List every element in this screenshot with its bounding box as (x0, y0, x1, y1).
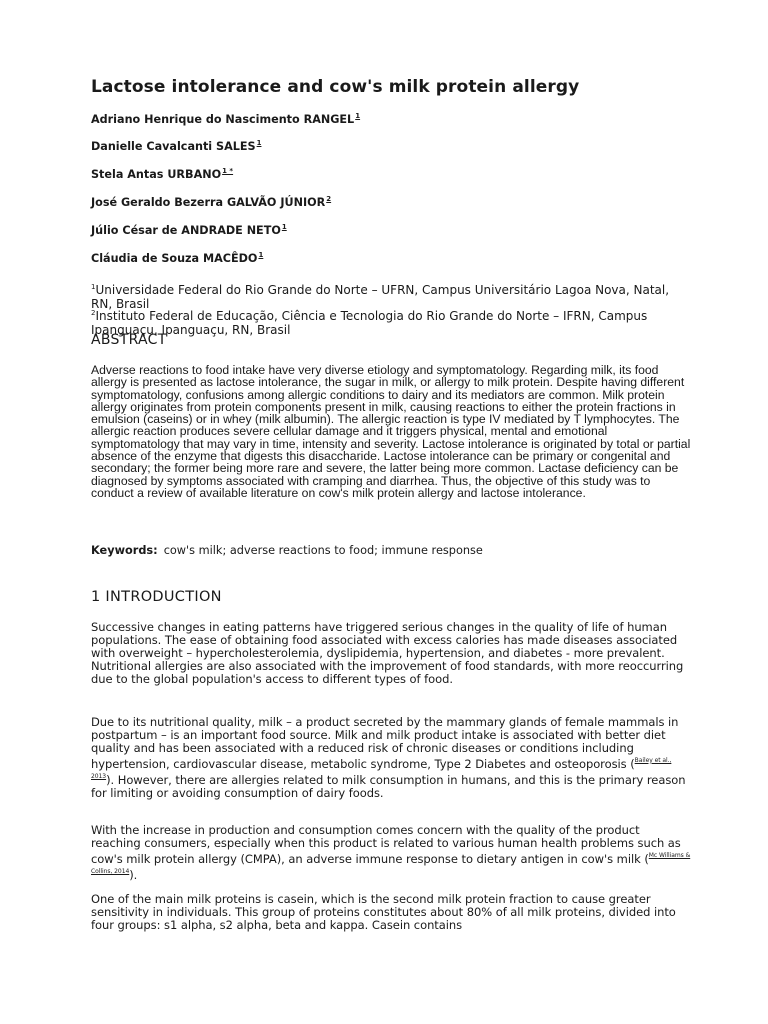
author-name: Júlio César de ANDRADE NETO (91, 224, 281, 237)
keywords-text: cow's milk; adverse reactions to food; immune response (163, 544, 483, 557)
author-name: Adriano Henrique do Nascimento RANGEL (91, 113, 355, 126)
author-5 (91, 223, 287, 237)
author-4 (91, 195, 331, 209)
paper-title: Lactose intolerance and cow's milk protein allergy (91, 77, 580, 97)
author-name: Cláudia de Souza MACÊDO (91, 252, 258, 265)
author-1 (91, 112, 360, 126)
affiliation-text: Instituto Federal de Educação, Ciência e Tecnologia do Rio Grande do Norte – IFRN, Campus Ipanguaçu, Ipanguaçu, RN, Brasil (91, 309, 648, 337)
author-name: Stela Antas URBANO (91, 168, 222, 181)
author-name: José Geraldo Bezerra GALVÃO JÚNIOR (91, 196, 326, 209)
paragraph-text: ). (129, 867, 138, 882)
paragraph-text: With the increase in production and consumption comes concern with the quality of the product reaching consumers, especially when this product is related to various human health problems such as cow's milk protein allergy (CMPA), an adverse immune response to dietary antigen in cow's milk ( (91, 823, 681, 866)
abstract-heading: ABSTRACT (91, 332, 167, 348)
citation-link[interactable]: Bailey et al., 2013 (91, 756, 672, 780)
affiliation-number: 1 (91, 283, 96, 291)
paragraph-text: Due to its nutritional quality, milk – a product secreted by the mammary glands of female mammals in postpartum – is an important food source. Milk and milk product intake is associated with better diet quality and has been associated with a reduced risk of chronic diseases or conditions including hypertension, cardiovascular disease, metabolic syndrome, Type 2 Diabetes and osteoporosis ( (91, 715, 679, 771)
affiliation-mark[interactable]: 1 (256, 139, 262, 147)
intro-paragraph-3 (91, 824, 691, 882)
citation-link[interactable]: Mc Williams & Collins, 2014 (91, 851, 691, 875)
paragraph-text: ). However, there are allergies related to milk consumption in humans, and this is the primary reason for limiting or avoiding consumption of dairy foods. (91, 772, 686, 800)
author-2 (91, 139, 261, 153)
affiliation-number: 2 (91, 309, 96, 317)
keywords-line (91, 544, 483, 557)
affiliation-mark[interactable]: 1 (355, 112, 361, 120)
affiliation-mark[interactable]: 1 * (222, 167, 234, 175)
abstract-text: Adverse reactions to food intake have very diverse etiology and symptomatology. Regarding milk, its food allergy is presented as lactose intolerance, the sugar in milk, or allergy to milk protein. Despite having different symptomatology, confusions among allergic conditions to dairy and its mediators are common. Milk protein allergy originates from protein components present in milk, causing reactions to either the protein fractions in emulsion (caseins) or in whey (milk albumin). The allergic reaction is type IV mediated by T lymphocytes. The allergic reaction produces severe cellular damage and it triggers physical, mental and emotional symptomatology that may vary in time, intensity and severity. Lactose intolerance is originated by total or partial absence of the enzyme that digests this disaccharide. Lactose intolerance can be primary or congenital and secondary; the former being more rare and severe, the latter being more common. Lactase deficiency can be diagnosed by symptoms associated with cramping and diarrhea. Thus, the objective of this study was to conduct a review of available literature on cow's milk protein allergy and lactose intolerance. (91, 363, 691, 500)
keywords-label: Keywords: (91, 544, 158, 557)
author-3 (91, 167, 233, 181)
affiliation-text: Universidade Federal do Rio Grande do Norte – UFRN, Campus Universitário Lagoa Nova, Natal, RN, Brasil (91, 283, 670, 311)
affiliation-mark[interactable]: 1 (281, 223, 287, 231)
affiliation-2 (91, 307, 691, 337)
affiliation-mark[interactable]: 1 (258, 251, 264, 259)
intro-paragraph-2 (91, 716, 691, 799)
affiliation-mark[interactable]: 2 (326, 195, 332, 203)
author-6 (91, 251, 263, 265)
section-heading-introduction: 1 INTRODUCTION (91, 589, 222, 605)
intro-paragraph-4: One of the main milk proteins is casein, which is the second milk protein fraction to cause greater sensitivity in individuals. This group of proteins constitutes about 80% of all milk proteins, divided into four groups: s1 alpha, s2 alpha, beta and kappa. Casein contains (91, 892, 676, 932)
author-name: Danielle Cavalcanti SALES (91, 140, 256, 153)
intro-paragraph-1: Successive changes in eating patterns have triggered serious changes in the quality of life of human populations. The ease of obtaining food associated with excess calories has made diseases associated with overweight – hypercholesterolemia, dyslipidemia, hypertension, and diabetes - more prevalent. Nutritional allergies are also associated with the improvement of food standards, with more reoccurring due to the global population's access to different types of food. (91, 620, 684, 686)
